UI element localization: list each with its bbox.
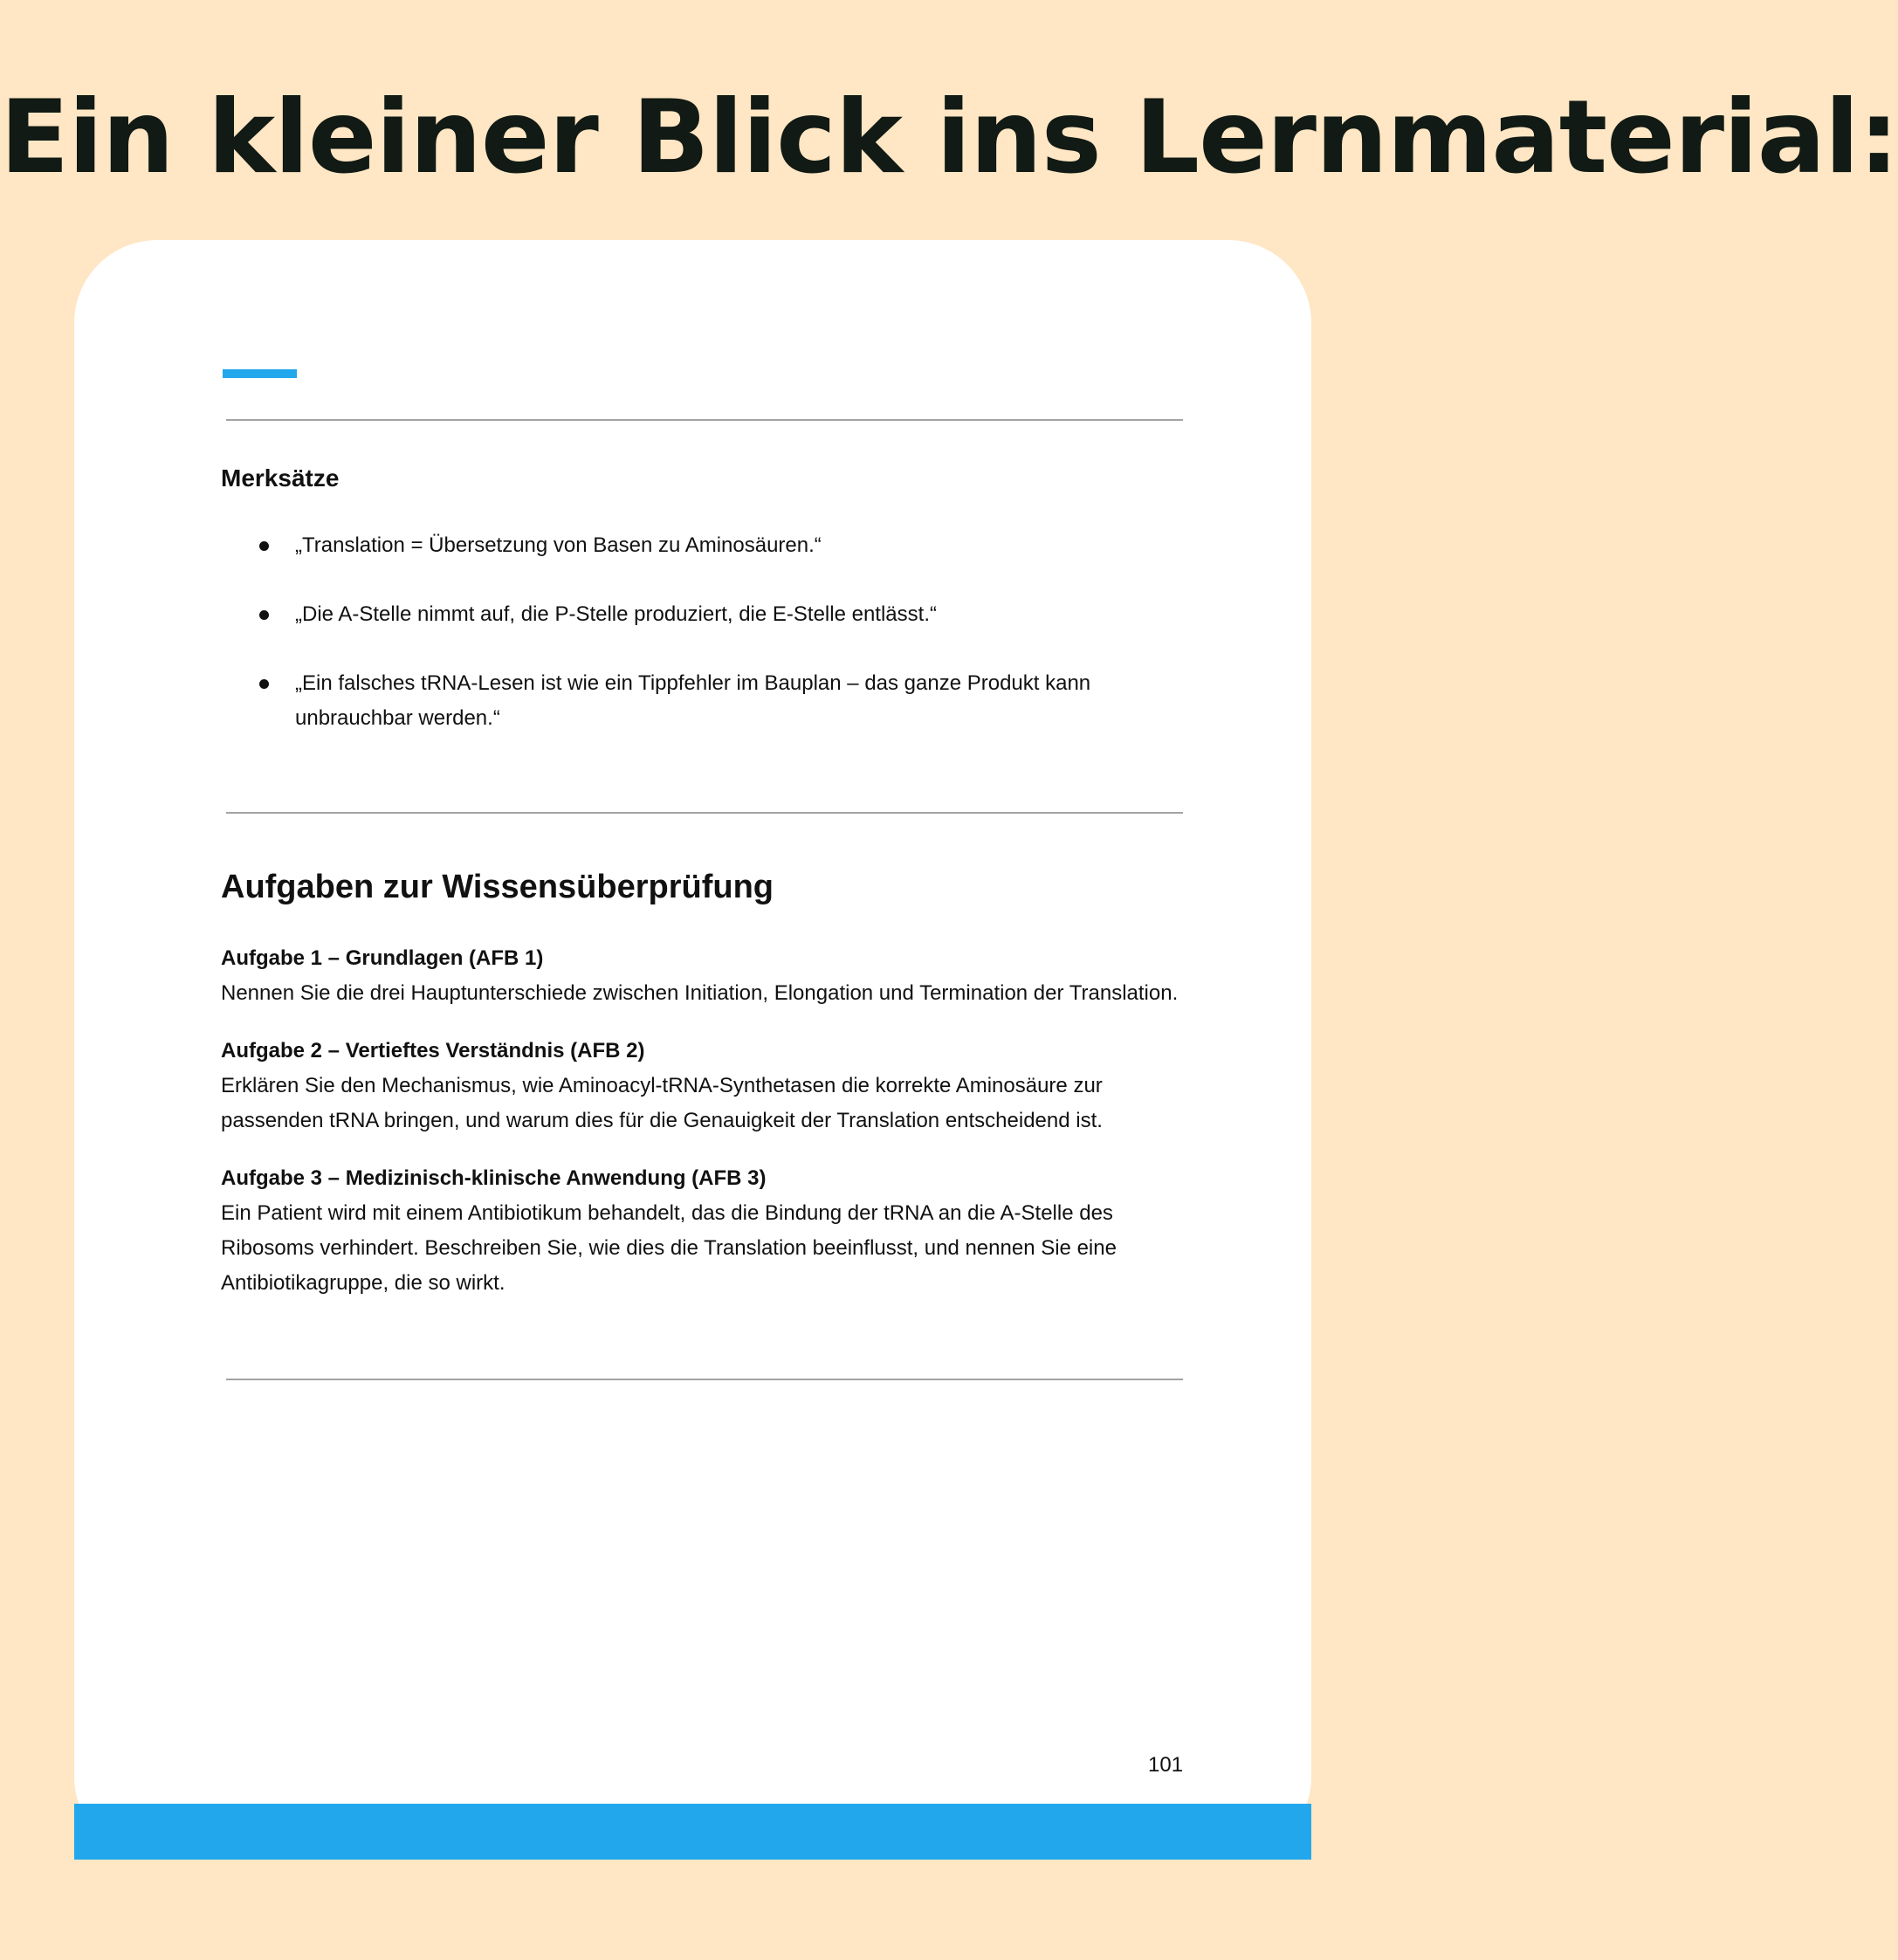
bullet-icon — [259, 610, 269, 620]
merksatz-text: „Ein falsches tRNA-Lesen ist wie ein Tippfehler im Bauplan – das ganze Produkt kann unbrauchbar werden.“ — [295, 671, 1091, 730]
divider-middle — [226, 812, 1183, 814]
task-item — [221, 941, 1194, 1011]
task-item — [221, 1034, 1194, 1138]
task-text: Ein Patient wird mit einem Antibiotikum behandelt, das die Bindung der tRNA an die A-Stelle des Ribosoms verhindert. Beschreiben Sie, wie dies die Translation beeinflusst, und nennen Sie eine Antibiotikagruppe, die so wirkt. — [221, 1201, 1117, 1295]
aufgaben-list — [221, 941, 1194, 1324]
banner-title: Ein kleiner Blick ins Lernmaterial: — [0, 79, 1898, 196]
aufgaben-heading: Aufgaben zur Wissensüberprüfung — [221, 869, 774, 905]
merksatz-item — [221, 666, 1190, 736]
document-page — [74, 240, 1311, 1860]
divider-bottom — [226, 1379, 1183, 1380]
bullet-icon — [259, 679, 269, 689]
task-item — [221, 1161, 1194, 1301]
task-text: Erklären Sie den Mechanismus, wie Aminoacyl-tRNA-Synthetasen die korrekte Aminosäure zur passenden tRNA bringen, und warum dies für die Genauigkeit der Translation entscheidend ist. — [221, 1074, 1103, 1132]
divider-top — [226, 419, 1183, 421]
bullet-icon — [259, 541, 269, 551]
merksaetze-heading: Merksätze — [221, 464, 340, 492]
merksaetze-list — [221, 528, 1190, 770]
merksatz-item — [221, 528, 1190, 563]
footer-bar — [74, 1804, 1311, 1860]
page-number: 101 — [1148, 1753, 1184, 1777]
accent-dash — [223, 369, 297, 378]
merksatz-item — [221, 597, 1190, 632]
task-title: Aufgabe 3 – Medizinisch-klinische Anwendung (AFB 3) — [221, 1166, 767, 1190]
merksatz-text: „Die A-Stelle nimmt auf, die P-Stelle produziert, die E-Stelle entlässt.“ — [295, 602, 937, 626]
merksatz-text: „Translation = Übersetzung von Basen zu Aminosäuren.“ — [295, 533, 822, 557]
task-title: Aufgabe 2 – Vertieftes Verständnis (AFB 2) — [221, 1039, 645, 1063]
task-title: Aufgabe 1 – Grundlagen (AFB 1) — [221, 946, 544, 970]
task-text: Nennen Sie die drei Hauptunterschiede zwischen Initiation, Elongation und Termination der Translation. — [221, 981, 1179, 1005]
